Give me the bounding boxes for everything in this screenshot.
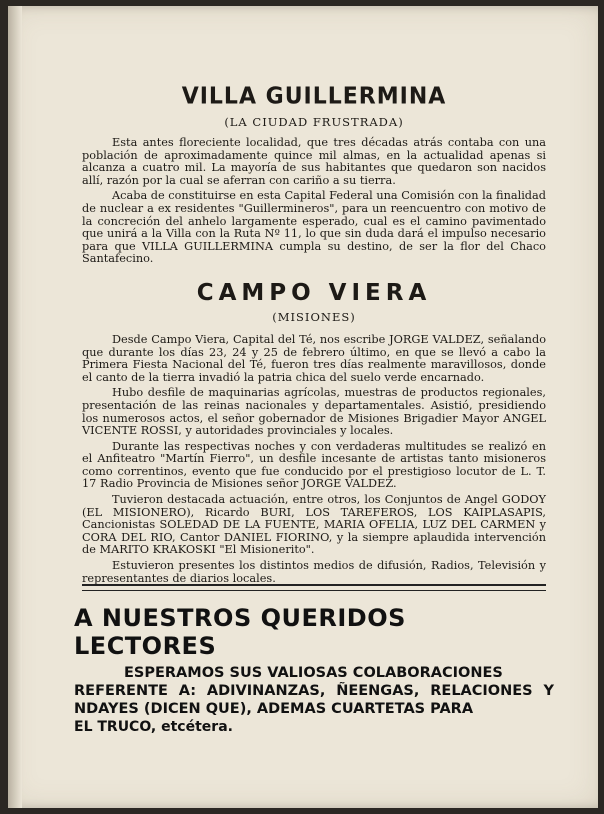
readers-banner bbox=[74, 604, 554, 736]
page-gutter-shadow bbox=[8, 6, 22, 808]
paragraph: Hubo desfile de maquinarias agrícolas, muestras de productos regionales, presentación de las reinas nacionales y departamentales. Asistió, presidiendo los numerosos actos, el señor gobernador de Misiones Brigadier Mayor ANGEL VICENTE ROSSI, y autoridades provinciales y locales. bbox=[82, 386, 546, 438]
banner-line: EL TRUCO, etcétera. bbox=[74, 719, 233, 735]
section-subtitle: (LA CIUDAD FRUSTRADA) bbox=[224, 115, 404, 129]
paragraph: Esta antes floreciente localidad, que tres décadas atrás contaba con una población de aproximadamente quince mil almas, en la actualidad apenas si alcanza a cuatro mil. La mayoría de sus habitantes que quedaron son nacidos allí, razón por la cual se aferran con cariño a su tierra. bbox=[82, 136, 546, 187]
article-content bbox=[82, 84, 546, 588]
banner-line: ESPERAMOS SUS VALIOSAS COLABORACIONES bbox=[124, 665, 503, 681]
paragraph: Desde Campo Viera, Capital del Té, nos escribe JORGE VALDEZ, señalando que durante los días 23, 24 y 25 de febrero último, en que se llevó a cabo la Primera Fiesta Nacional del Té, fueron tres días realmente maravillosos, donde el canto de la tierra invadió la patria chica del suelo verde encarnado. bbox=[82, 332, 546, 384]
paragraph: Durante las respectivas noches y con verdaderas multitudes se realizó en el Anfiteatro "Martín Fierro", un desfile incesante de artistas tanto misioneros como correntinos, evento que fue conducido por el prestigioso locutor de L. T. 17 Radio Provincia de Misiones señor JORGE VALDEZ. bbox=[82, 439, 546, 491]
banner-heading: A NUESTROS QUERIDOS LECTORES bbox=[74, 604, 406, 660]
divider-rule bbox=[82, 584, 546, 591]
paragraph: Estuvieron presentes los distintos medios de difusión, Radios, Televisión y representantes de diarios locales. bbox=[82, 559, 546, 585]
section-title-villa-guillermina: VILLA GUILLERMINA bbox=[181, 83, 447, 110]
paragraph: Tuvieron destacada actuación, entre otros, los Conjuntos de Angel GODOY (EL MISIONERO), Ricardo BURI, LOS TAREFEROS, LOS KAIPLASAPIS, Cancionistas SOLEDAD DE LA FUENTE, MARIA OFELIA, LUZ DEL CARMEN y CORA DEL RIO, Cantor DANIEL FIORINO, y la siempre aplaudida intervención de MARITO KRAKOSKI "El Misionerito". bbox=[82, 493, 546, 557]
banner-line: REFERENTE A: ADIVINANZAS, ÑEENGAS, RELACIONES Y NDAYES (DICEN QUE), ADEMAS CUARTETAS PARA bbox=[74, 683, 554, 717]
document-page bbox=[8, 6, 598, 808]
section-title-campo-viera: CAMPO VIERA bbox=[196, 279, 432, 306]
paragraph: Acaba de constituirse en esta Capital Federal una Comisión con la finalidad de nuclear a ex residentes "Guillermineros", para un reencuentro con motivo de la concreción del anhelo largamente esperado, cual es el camino pavimentado que unirá a la Villa con la Ruta Nº 11, lo que sin duda dará el impulso necesario para que VILLA GUILLERMINA cumpla su destino, de ser la flor del Chaco Santafecino. bbox=[82, 189, 546, 266]
section-subtitle: (MISIONES) bbox=[272, 309, 356, 324]
